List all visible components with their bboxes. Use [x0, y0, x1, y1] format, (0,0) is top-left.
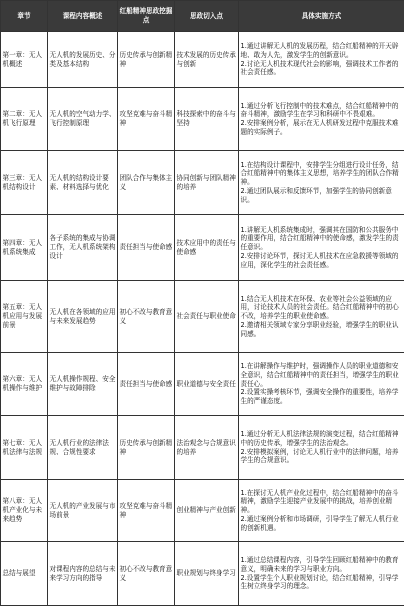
overview-cell: 无人机的结构设计要素、材料选择与优化: [48, 151, 118, 215]
chapter-cell: 第二章：无人机飞行原理: [1, 88, 48, 151]
redboat-point-cell: 攻坚克难与奋斗精神: [118, 480, 175, 542]
overview-cell: 对课程内容的总结与未来学习方向的指导: [48, 542, 118, 606]
entry-point-cell: 社会责任与职业使命: [175, 281, 239, 353]
redboat-point-cell: 责任担当与使命感: [118, 353, 175, 416]
table-row: [1, 480, 404, 542]
chapter-cell: 第三章：无人机结构设计: [1, 151, 48, 215]
entry-point-cell: 协同创新与团队精神的培养: [175, 151, 239, 215]
chapter-cell: 第七章：无人机法律与法规: [1, 416, 48, 480]
entry-point-cell: 职业道德与安全责任: [175, 353, 239, 416]
overview-cell: 无人机在各领域的应用与未来发展趋势: [48, 281, 118, 353]
chapter-cell: 第六章：无人机操作与维护: [1, 353, 48, 416]
chapter-cell: 第五章：无人机应用与发展前景: [1, 281, 48, 353]
table-header-row: [1, 1, 404, 32]
method-cell: 1.通过分析无人机法律法规的演变过程，结合红船精神中的历史传承，增强学生的法治观念。 2.安排模拟案例，讨论无人机行业中的法律问题，培养学生的合规意识。: [239, 416, 404, 480]
overview-cell: 无人机行业的法律法规、合规性要求: [48, 416, 118, 480]
overview-cell: 无人机的发展历史、分类及基本结构: [48, 32, 118, 88]
header-entry: 思政切入点: [175, 1, 239, 32]
method-cell: 1.在讲解操作与维护时，强调操作人员的职业道德和安全意识，结合红船精神中的责任担当，增强学生的职业责任心。 2.设置实操考核环节，强调安全操作的重要性，培养学生的严谨态度。: [239, 353, 404, 416]
header-redboat: 红船精神思政挖掘点: [118, 1, 175, 32]
table-row: [1, 353, 404, 416]
table-row: [1, 88, 404, 151]
overview-cell: 无人机操作规程、安全维护与故障排除: [48, 353, 118, 416]
redboat-point-cell: 初心不改与教育意义: [118, 542, 175, 606]
header-chapter: 章节: [1, 1, 48, 32]
chapter-cell: 第四章：无人机系统集成: [1, 215, 48, 281]
chapter-cell: 第一章：无人机概述: [1, 32, 48, 88]
overview-cell: 各子系统的集成与协调工作，无人机系统架构设计: [48, 215, 118, 281]
entry-point-cell: 创业精神与产业创新: [175, 480, 239, 542]
header-method: 具体实施方式: [239, 1, 404, 32]
method-cell: 1.通过总结课程内容，引导学生回顾红船精神中的教育意义，明确未来的学习与职业方向。 2.设置学生个人职业规划讨论，结合红船精神，引导学生树立终身学习的理念。: [239, 542, 404, 606]
entry-point-cell: 职业规划与终身学习: [175, 542, 239, 606]
redboat-point-cell: 团队合作与集体主义: [118, 151, 175, 215]
table-row: [1, 151, 404, 215]
redboat-point-cell: 攻坚克难与奋斗精神: [118, 88, 175, 151]
method-cell: 1.在结构设计课程中，安排学生分组进行设计任务，结合红船精神中的集体主义思想，培养学生的团队合作精神。 2.通过团队展示和反馈环节，加强学生的协同创新意识。: [239, 151, 404, 215]
header-overview: 课程内容概述: [48, 1, 118, 32]
redboat-point-cell: 历史传承与创新精神: [118, 416, 175, 480]
method-cell: 1.通过讲解无人机的发展历程，结合红船精神的开天辟地、敢为人先，激发学生的创新意识。 2.讨论无人机技术现代社会的影响，强调技术工作者的社会责任感。: [239, 32, 404, 88]
entry-point-cell: 法治观念与合规意识的培养: [175, 416, 239, 480]
chapter-cell: 第八章：无人机产业化与未来趋势: [1, 480, 48, 542]
redboat-point-cell: 初心不改与教育意义: [118, 281, 175, 353]
method-cell: 1.结合无人机技术在环保、农业等社会公益领域的应用，讨论技术人员的社会责任。结合红船精神中的初心不改，培养学生的职业使命感。 2.邀请相关领域专家分享职业经验，增强学生的职业认同感。: [239, 281, 404, 353]
entry-point-cell: 技术应用中的责任与使命感: [175, 215, 239, 281]
method-cell: 1.通过分析飞行控制中的技术难点，结合红船精神中的奋斗精神，激励学生在学习和科研中不畏艰难。 2.安排案例分析，展示在无人机研发过程中克服技术难题的实际例子。: [239, 88, 404, 151]
table-row: [1, 542, 404, 606]
overview-cell: 无人机的产业发展与市场前景: [48, 480, 118, 542]
table-row: [1, 215, 404, 281]
method-cell: 1.讲解无人机系统集成时，强调其在国防和公共服务中的重要作用，结合红船精神中的使命感，激发学生的责任意识。 2.安排讨论环节，探讨无人机技术在应急救援等领域的应用，深化学生的社会责任感。: [239, 215, 404, 281]
table-row: [1, 32, 404, 88]
redboat-point-cell: 历史传承与创新精神: [118, 32, 175, 88]
entry-point-cell: 科技探索中的奋斗与坚持: [175, 88, 239, 151]
method-cell: 1.在探讨无人机产业化过程中，结合红船精神中的奋斗精神，激励学生迎接产业发展中的挑战，培养创业精神。 2.通过案例分析和市场调研，引导学生了解无人机行业的创新机遇。: [239, 480, 404, 542]
entry-point-cell: 技术发展的历史传承与创新: [175, 32, 239, 88]
table-row: [1, 416, 404, 480]
table-row: [1, 281, 404, 353]
redboat-point-cell: 责任担当与使命感: [118, 215, 175, 281]
overview-cell: 无人机的空气动力学、飞行控制原理: [48, 88, 118, 151]
chapter-cell: 总结与展望: [1, 542, 48, 606]
